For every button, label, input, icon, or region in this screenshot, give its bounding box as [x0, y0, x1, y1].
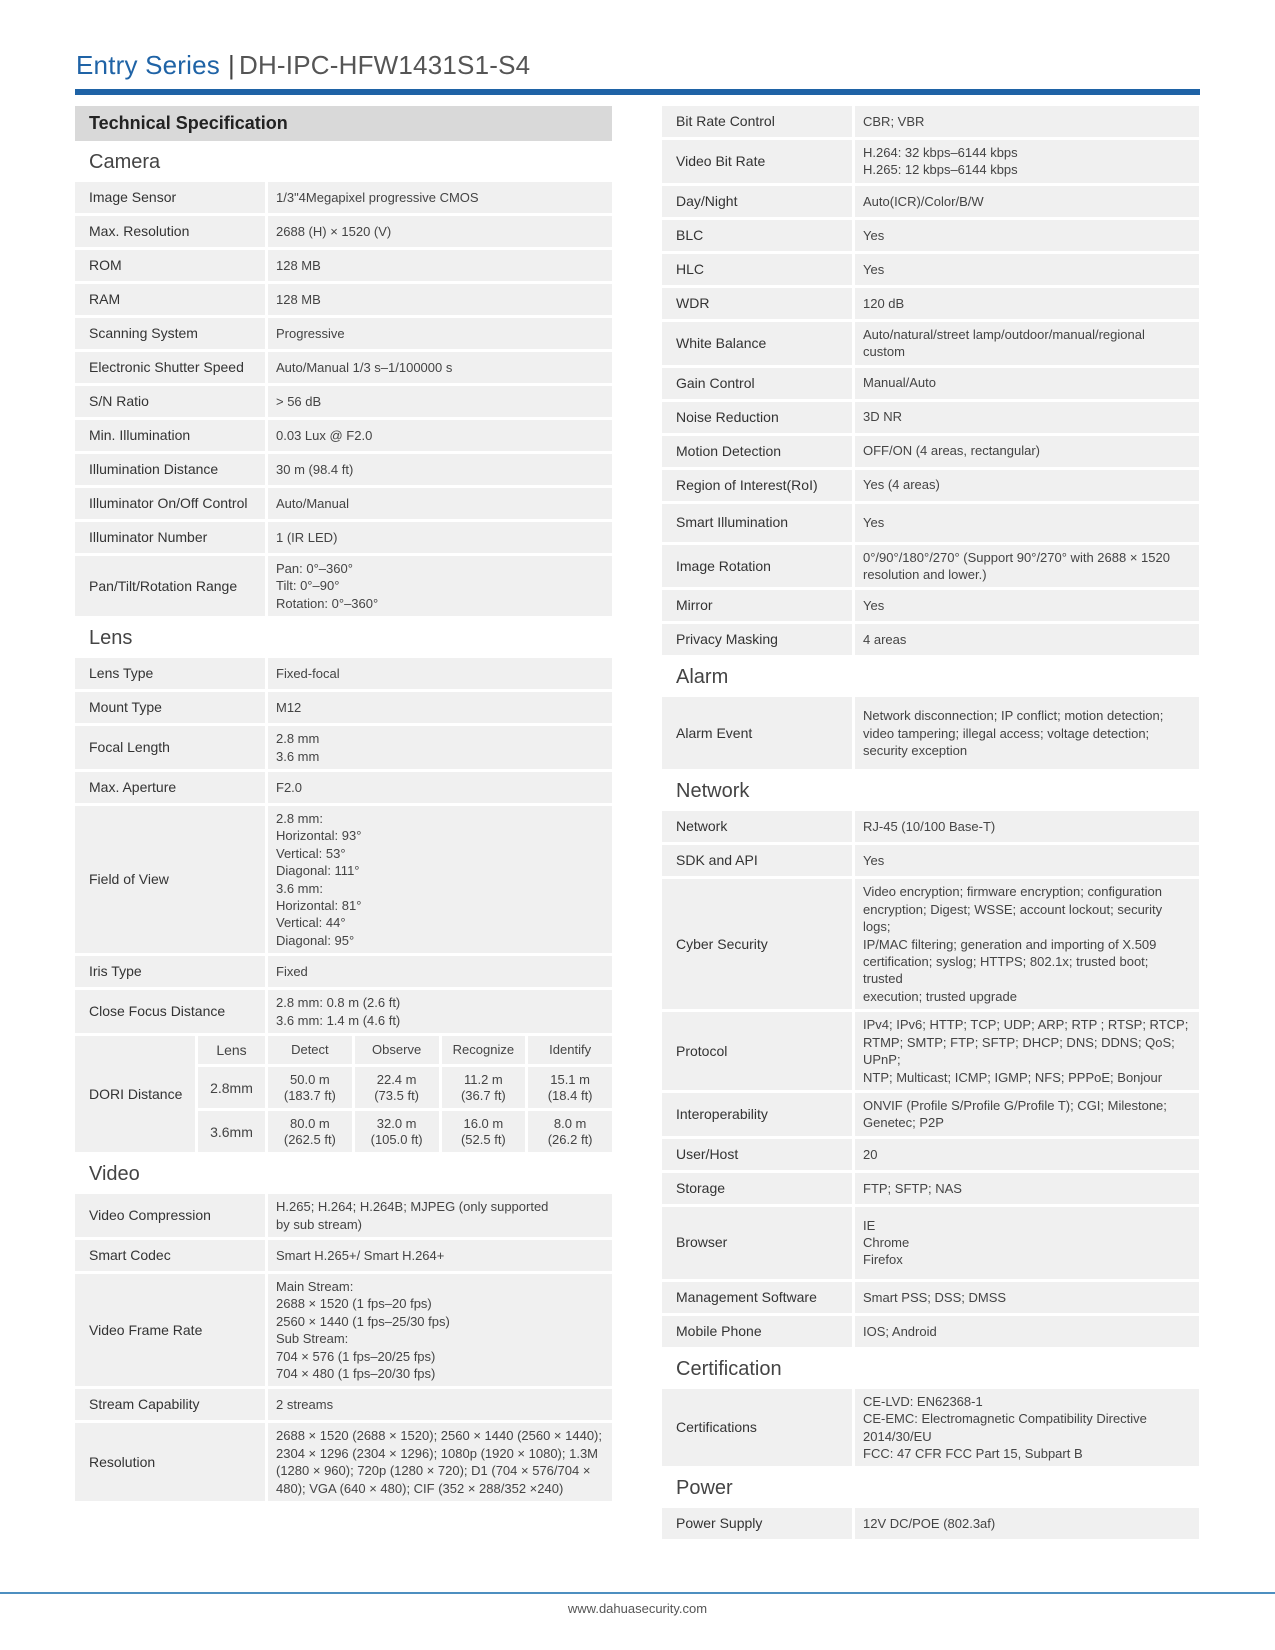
dori-row — [198, 1111, 612, 1152]
spec-value: Video encryption; firmware encryption; configuration encryption; Digest; WSSE; account lockout; security logs; IP/MAC filtering; generation and importing of X.509 certification; syslog; HTTPS; 802.1x; trusted boot; trusted execution; trusted upgrade — [855, 879, 1199, 1009]
spec-row — [75, 692, 612, 723]
dori-header-lens: Lens — [198, 1036, 265, 1064]
series-title: Entry Series — [76, 50, 221, 80]
dori-header-recognize: Recognize — [442, 1036, 526, 1064]
spec-label: SDK and API — [662, 845, 852, 876]
spec-value: CBR; VBR — [855, 106, 1199, 137]
spec-row — [662, 1207, 1199, 1279]
spec-value: Yes — [855, 220, 1199, 251]
spec-row — [75, 318, 612, 349]
spec-row — [662, 879, 1199, 1009]
spec-label: Lens Type — [75, 658, 265, 689]
spec-label: Pan/Tilt/Rotation Range — [75, 556, 265, 616]
dori-lens-cell: 3.6mm — [198, 1111, 265, 1152]
certification-table — [662, 1389, 1199, 1467]
spec-label: Field of View — [75, 806, 265, 953]
spec-row — [662, 220, 1199, 251]
spec-value: Network disconnection; IP conflict; motion detection; video tampering; illegal access; voltage detection; security exception — [855, 697, 1199, 769]
spec-value: 2688 (H) × 1520 (V) — [268, 216, 612, 247]
spec-value: 2688 × 1520 (2688 × 1520); 2560 × 1440 (2560 × 1440); 2304 × 1296 (2304 × 1296); 1080p (1920 × 1080); 1.3M (1280 × 960); 720p (1280 × 720); D1 (704 × 576/704 × 480); VGA (640 × 480); CIF (352 × 288/352 ×240) — [268, 1423, 612, 1501]
spec-value: M12 — [268, 692, 612, 723]
spec-label: RAM — [75, 284, 265, 315]
dori-value-cell: 80.0 m (262.5 ft) — [268, 1111, 352, 1152]
dori-header-observe: Observe — [355, 1036, 439, 1064]
spec-row — [75, 1423, 612, 1501]
section-title-alarm: Alarm — [676, 666, 729, 689]
section-title-lens: Lens — [89, 627, 133, 650]
lens-table — [75, 658, 612, 1033]
dori-value-cell: 16.0 m (52.5 ft) — [442, 1111, 526, 1152]
spec-row — [75, 454, 612, 485]
spec-label: HLC — [662, 254, 852, 285]
spec-value: FTP; SFTP; NAS — [855, 1173, 1199, 1204]
spec-value: F2.0 — [268, 772, 612, 803]
spec-value: H.264: 32 kbps–6144 kbps H.265: 12 kbps–6144 kbps — [855, 140, 1199, 183]
spec-value: Pan: 0°–360° Tilt: 0°–90° Rotation: 0°–360° — [268, 556, 612, 616]
dori-table — [75, 1036, 612, 1152]
spec-label: Resolution — [75, 1423, 265, 1501]
spec-value: H.265; H.264; H.264B; MJPEG (only supported by sub stream) — [268, 1194, 612, 1237]
spec-row — [662, 590, 1199, 621]
spec-row — [662, 1316, 1199, 1347]
spec-row — [662, 845, 1199, 876]
spec-label: Close Focus Distance — [75, 990, 265, 1033]
spec-label: WDR — [662, 288, 852, 319]
spec-value: Yes — [855, 590, 1199, 621]
dori-value-cell: 15.1 m (18.4 ft) — [528, 1067, 612, 1108]
spec-label: Image Sensor — [75, 182, 265, 213]
dori-value-cell: 11.2 m (36.7 ft) — [442, 1067, 526, 1108]
spec-value: IPv4; IPv6; HTTP; TCP; UDP; ARP; RTP ; RTSP; RTCP; RTMP; SMTP; FTP; SFTP; DHCP; DNS; DDNS; QoS; UPnP; NTP; Multicast; ICMP; IGMP; NFS; PPPoE; Bonjour — [855, 1012, 1199, 1090]
spec-label: Privacy Masking — [662, 624, 852, 655]
spec-row — [662, 254, 1199, 285]
spec-value: 2 streams — [268, 1389, 612, 1420]
spec-row — [662, 1093, 1199, 1136]
dori-row — [198, 1067, 612, 1108]
dori-grid — [198, 1036, 612, 1152]
spec-row — [75, 1194, 612, 1237]
spec-label: Iris Type — [75, 956, 265, 987]
dori-header-row — [198, 1036, 612, 1064]
spec-label: Max. Aperture — [75, 772, 265, 803]
spec-value: Smart PSS; DSS; DMSS — [855, 1282, 1199, 1313]
spec-label: Noise Reduction — [662, 402, 852, 433]
spec-label: Protocol — [662, 1012, 852, 1090]
video-table — [75, 1194, 612, 1501]
spec-value: Auto/natural/street lamp/outdoor/manual/regional custom — [855, 322, 1199, 365]
spec-row — [75, 726, 612, 769]
section-title-certification: Certification — [676, 1357, 782, 1380]
spec-value: 2.8 mm: Horizontal: 93° Vertical: 53° Diagonal: 111° 3.6 mm: Horizontal: 81° Vertical: 44° Diagonal: 95° — [268, 806, 612, 953]
spec-label: Scanning System — [75, 318, 265, 349]
spec-label: ROM — [75, 250, 265, 281]
spec-label: Management Software — [662, 1282, 852, 1313]
camera-table — [75, 182, 612, 616]
section-title-network: Network — [676, 780, 750, 803]
spec-value: Auto/Manual — [268, 488, 612, 519]
spec-value: OFF/ON (4 areas, rectangular) — [855, 436, 1199, 467]
model-number: DH-IPC-HFW1431S1-S4 — [238, 50, 531, 80]
spec-row — [75, 806, 612, 953]
spec-row — [662, 1012, 1199, 1090]
spec-row — [662, 368, 1199, 399]
spec-label: Gain Control — [662, 368, 852, 399]
spec-row — [662, 1508, 1199, 1539]
spec-value: Yes — [855, 504, 1199, 542]
spec-row — [662, 504, 1199, 542]
spec-label: Motion Detection — [662, 436, 852, 467]
spec-label: Mount Type — [75, 692, 265, 723]
spec-value: IE Chrome Firefox — [855, 1207, 1199, 1279]
network-table — [662, 811, 1199, 1346]
dori-header-identify: Identify — [528, 1036, 612, 1064]
header-separator: | — [228, 50, 235, 80]
spec-row — [662, 402, 1199, 433]
spec-row — [662, 186, 1199, 217]
spec-value: 128 MB — [268, 250, 612, 281]
dori-value-cell: 32.0 m (105.0 ft) — [355, 1111, 439, 1152]
spec-row — [662, 106, 1199, 137]
spec-value: 20 — [855, 1139, 1199, 1170]
spec-label: Image Rotation — [662, 545, 852, 588]
spec-label: Power Supply — [662, 1508, 852, 1539]
spec-label: Mobile Phone — [662, 1316, 852, 1347]
spec-row — [662, 545, 1199, 588]
spec-row — [662, 1389, 1199, 1467]
spec-row — [75, 658, 612, 689]
video-continued-table — [662, 106, 1199, 655]
spec-label: Video Frame Rate — [75, 1274, 265, 1386]
spec-value: ONVIF (Profile S/Profile G/Profile T); CGI; Milestone; Genetec; P2P — [855, 1093, 1199, 1136]
dori-label: DORI Distance — [75, 1036, 195, 1152]
spec-value: > 56 dB — [268, 386, 612, 417]
spec-value: Auto/Manual 1/3 s–1/100000 s — [268, 352, 612, 383]
spec-row — [75, 1389, 612, 1420]
spec-label: Smart Codec — [75, 1240, 265, 1271]
dori-lens-cell: 2.8mm — [198, 1067, 265, 1108]
spec-row — [662, 470, 1199, 501]
spec-row — [75, 250, 612, 281]
spec-row — [75, 956, 612, 987]
spec-value: 0.03 Lux @ F2.0 — [268, 420, 612, 451]
footer-rule — [0, 1592, 1275, 1594]
spec-value: Yes — [855, 254, 1199, 285]
spec-row — [662, 1282, 1199, 1313]
spec-label: Video Bit Rate — [662, 140, 852, 183]
page-header — [76, 50, 530, 81]
spec-title: Technical Specification — [75, 106, 612, 141]
spec-label: Focal Length — [75, 726, 265, 769]
spec-value: Yes — [855, 845, 1199, 876]
section-title-camera: Camera — [89, 151, 161, 173]
spec-label: Bit Rate Control — [662, 106, 852, 137]
spec-label: Mirror — [662, 590, 852, 621]
spec-label: Illuminator On/Off Control — [75, 488, 265, 519]
spec-label: Stream Capability — [75, 1389, 265, 1420]
section-title-power: Power — [676, 1477, 733, 1500]
spec-row — [75, 182, 612, 213]
spec-row — [75, 522, 612, 553]
spec-label: Cyber Security — [662, 879, 852, 1009]
spec-value: 128 MB — [268, 284, 612, 315]
footer-url: www.dahuasecurity.com — [567, 1601, 708, 1616]
spec-value: 120 dB — [855, 288, 1199, 319]
dori-value-cell: 50.0 m (183.7 ft) — [268, 1067, 352, 1108]
spec-value: 1/3"4Megapixel progressive CMOS — [268, 182, 612, 213]
dori-header-detect: Detect — [268, 1036, 352, 1064]
spec-label: Smart Illumination — [662, 504, 852, 542]
spec-label: Electronic Shutter Speed — [75, 352, 265, 383]
spec-value: 30 m (98.4 ft) — [268, 454, 612, 485]
spec-value: 0°/90°/180°/270° (Support 90°/270° with 2688 × 1520 resolution and lower.) — [855, 545, 1199, 588]
spec-value: Manual/Auto — [855, 368, 1199, 399]
spec-value: Smart H.265+/ Smart H.264+ — [268, 1240, 612, 1271]
spec-row — [75, 556, 612, 616]
spec-label: Video Compression — [75, 1194, 265, 1237]
spec-label: Day/Night — [662, 186, 852, 217]
spec-value: Auto(ICR)/Color/B/W — [855, 186, 1199, 217]
spec-row — [75, 488, 612, 519]
spec-label: S/N Ratio — [75, 386, 265, 417]
spec-row — [662, 811, 1199, 842]
spec-label: Network — [662, 811, 852, 842]
dori-value-cell: 8.0 m (26.2 ft) — [528, 1111, 612, 1152]
spec-value: IOS; Android — [855, 1316, 1199, 1347]
spec-row — [662, 140, 1199, 183]
spec-row — [662, 697, 1199, 769]
spec-row — [662, 624, 1199, 655]
right-column — [662, 106, 1199, 1542]
spec-label: Browser — [662, 1207, 852, 1279]
spec-row — [662, 322, 1199, 365]
spec-row — [662, 436, 1199, 467]
spec-row — [75, 386, 612, 417]
section-title-video: Video — [89, 1163, 140, 1186]
left-column — [75, 106, 612, 1504]
spec-value: 2.8 mm 3.6 mm — [268, 726, 612, 769]
spec-row — [75, 216, 612, 247]
spec-value: 12V DC/POE (802.3af) — [855, 1508, 1199, 1539]
spec-value: 2.8 mm: 0.8 m (2.6 ft) 3.6 mm: 1.4 m (4.6 ft) — [268, 990, 612, 1033]
spec-row — [75, 284, 612, 315]
spec-row — [75, 420, 612, 451]
spec-label: Illumination Distance — [75, 454, 265, 485]
spec-value: Fixed — [268, 956, 612, 987]
spec-label: Region of Interest(RoI) — [662, 470, 852, 501]
spec-label: Alarm Event — [662, 697, 852, 769]
spec-label: Storage — [662, 1173, 852, 1204]
spec-value: RJ-45 (10/100 Base-T) — [855, 811, 1199, 842]
spec-row — [75, 1274, 612, 1386]
spec-value: Fixed-focal — [268, 658, 612, 689]
spec-row — [662, 1139, 1199, 1170]
spec-label: User/Host — [662, 1139, 852, 1170]
spec-value: 1 (IR LED) — [268, 522, 612, 553]
alarm-table — [662, 697, 1199, 769]
spec-value: CE-LVD: EN62368-1 CE-EMC: Electromagnetic Compatibility Directive 2014/30/EU FCC: 47 CFR FCC Part 15, Subpart B — [855, 1389, 1199, 1467]
spec-label: Min. Illumination — [75, 420, 265, 451]
power-table — [662, 1508, 1199, 1539]
spec-value: 3D NR — [855, 402, 1199, 433]
spec-row — [662, 1173, 1199, 1204]
header-rule — [75, 89, 1200, 95]
spec-value: 4 areas — [855, 624, 1199, 655]
spec-label: Interoperability — [662, 1093, 852, 1136]
spec-value: Yes (4 areas) — [855, 470, 1199, 501]
dori-value-cell: 22.4 m (73.5 ft) — [355, 1067, 439, 1108]
spec-value: Main Stream: 2688 × 1520 (1 fps–20 fps) 2560 × 1440 (1 fps–25/30 fps) Sub Stream: 704 × 576 (1 fps–20/25 fps) 704 × 480 (1 fps–20/30 fps) — [268, 1274, 612, 1386]
spec-row — [75, 772, 612, 803]
spec-label: Illuminator Number — [75, 522, 265, 553]
spec-row — [75, 1240, 612, 1271]
spec-label: Max. Resolution — [75, 216, 265, 247]
spec-row — [75, 352, 612, 383]
spec-row — [662, 288, 1199, 319]
spec-row — [75, 990, 612, 1033]
spec-label: Certifications — [662, 1389, 852, 1467]
spec-label: BLC — [662, 220, 852, 251]
spec-label: White Balance — [662, 322, 852, 365]
spec-value: Progressive — [268, 318, 612, 349]
